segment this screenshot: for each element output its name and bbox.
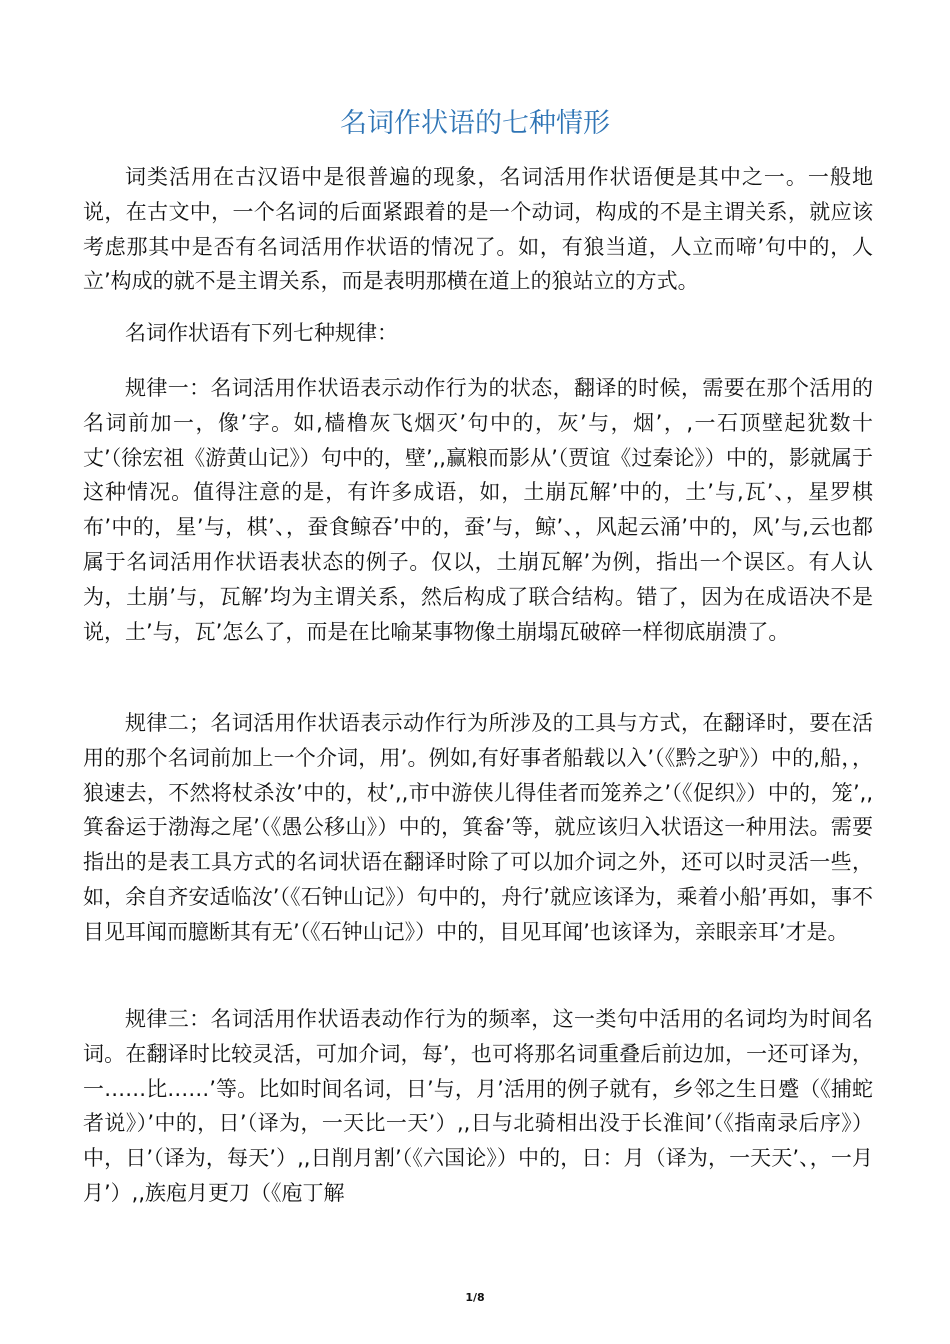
paragraph-rule-three: 规律三：名词活用作状语表动作行为的频率，这一类句中活用的名词均为时间名词。在翻译时比较灵活，可加介词，每’，也可将那名词重叠后前边加，一还可译为，一……比……’等。比如时间名词，日’与，月’活用的例子就有，乡邻之生日蹙（《捕蛇者说》）’中的，日’（译为，一天比一天’）,,日与北骑相出没于长淮间’（《指南录后序》）中，日’（译为，每天’）,,日削月割’（《六国论》）中的，日：月（译为，一天天’、，一月月’）,,族庖月更刀（《庖丁解	[83, 1007, 873, 1205]
paragraph-rule-one: 规律一：名词活用作状语表示动作行为的状态，翻译的时候，需要在那个活用的名词前加一，像’字。如,樯橹灰飞烟灭’句中的，灰’与，烟’，,一石顶壁起犹数十丈’（徐宏祖《游黄山记》）句中的，壁’,,赢粮而影从’（贾谊《过秦论》）中的，影就属于这种情况。值得注意的是，有许多成语，如，土崩瓦解’中的，土’与,瓦’、，星罗棋布’中的，星’与，棋’、，蚕食鲸吞’中的，蚕’与，鲸’、，风起云涌’中的，风’与,云也都属于名词活用作状语表状态的例子。仅以，土崩瓦解’为例，指出一个误区。有人认为，土崩’与，瓦解’均为主谓关系，然后构成了联合结构。错了，因为在成语决不是说，土’与，瓦’怎么了，而是在比喻某事物像土崩塌瓦破碎一样彻底崩溃了。	[83, 376, 873, 644]
paragraph-rule-two: 规律二；名词活用作状语表示动作行为所涉及的工具与方式，在翻译时，要在活用的那个名词前加上一个介词，用’。例如,有好事者船载以入’（《黔之驴》）中的,船，，狼速去，不然将杖杀汝’中的，杖’,,市中游侠儿得佳者而笼养之’（《促织》）中的，笼’,,箕畚运于渤海之尾’（《愚公移山》）中的，箕畚’等，就应该归入状语这一种用法。需要指出的是表工具方式的名词状语在翻译时除了可以加介词之外，还可以时灵活一些，如，余自齐安适临汝’（《石钟山记》）句中的，舟行’就应该译为，乘着小船’再如，事不目见耳闻而臆断其有无’（《石钟山记》）中的，目见耳闻’也该译为，亲眼亲耳’才是。	[83, 711, 873, 944]
document-title: 名词作状语的七种情形	[340, 108, 610, 139]
paragraph-rules-intro: 名词作状语有下列七种规律：	[125, 321, 398, 345]
page-number: 1/8	[465, 1291, 485, 1304]
paragraph-intro: 词类活用在古汉语中是很普遍的现象，名词活用作状语便是其中之一。一般地说，在古文中，一个名词的后面紧跟着的是一个动词，构成的不是主谓关系，就应该考虑那其中是否有名词活用作状语的情况了。如，有狼当道，人立而啼’句中的，人立’构成的就不是主谓关系，而是表明那横在道上的狼站立的方式。	[83, 165, 873, 294]
